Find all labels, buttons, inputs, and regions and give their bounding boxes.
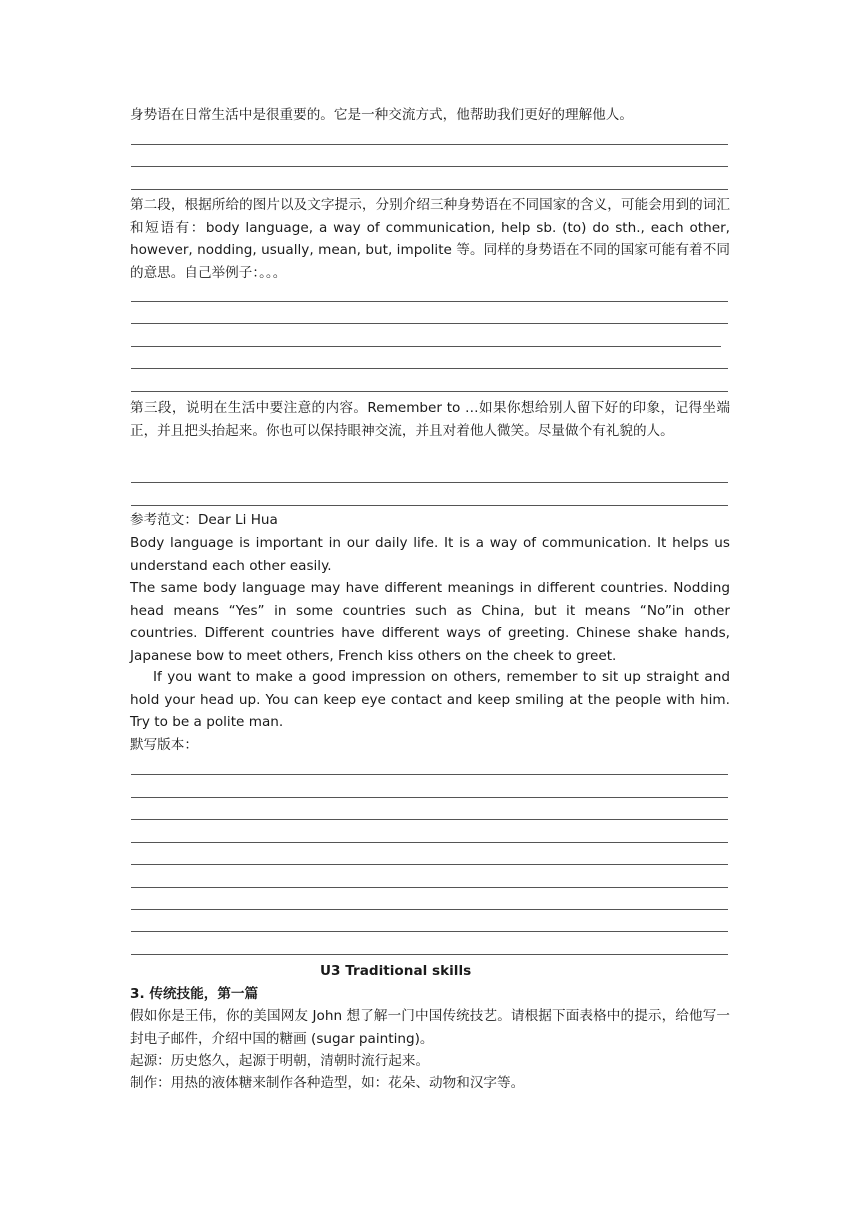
answer-line [131,909,728,910]
task-heading: 3. 传统技能，第一篇 [130,986,259,1002]
answer-line [131,189,728,190]
model-paragraph-1: Body language is important in our daily life. It is a way of communication. It helps us understand each other easily. [130,535,730,574]
answer-line [131,166,728,167]
unit-title: U3 Traditional skills [320,963,472,979]
answer-line [131,482,728,483]
model-paragraph-3: If you want to make a good impression on others, remember to sit up straight and hold your head up. You can keep eye contact and keep smiling at the people with him. Try to be a polite man. [130,669,730,730]
answer-line [131,774,728,775]
answer-line [131,144,728,145]
answer-line [131,954,728,955]
answer-line [131,931,728,932]
answer-line [131,391,728,392]
origin-hint: 起源：历史悠久，起源于明朝，清朝时流行起来。 [130,1053,430,1069]
dictation-label: 默写版本： [130,737,198,753]
section1-intro: 身势语在日常生活中是很重要的。它是一种交流方式，他帮助我们更好的理解他人。 [130,107,633,123]
section3-instructions: 第三段，说明在生活中要注意的内容。Remember to …如果你想给别人留下好的印象，记得坐端正，并且把头抬起来。你也可以保持眼神交流，并且对着他人微笑。尽量做个有礼貌的人。 [130,400,730,439]
answer-line [131,346,721,347]
answer-line [131,797,728,798]
answer-line [131,505,728,506]
task-description: 假如你是王伟，你的美国网友 John 想了解一门中国传统技艺。请根据下面表格中的提示，给他写一封电子邮件，介绍中国的糖画 (sugar painting)。 [130,1008,730,1047]
answer-line [131,301,728,302]
model-essay-label: 参考范文：Dear Li Hua [130,512,278,528]
making-hint: 制作：用热的液体糖来制作各种造型，如：花朵、动物和汉字等。 [130,1075,525,1091]
answer-line [131,864,728,865]
answer-line [131,842,728,843]
model-paragraph-2: The same body language may have different meanings in different countries. Nodding head means “Yes” in some countries such as China, but it means “No”in other countries. Different countries have different ways of greeting. Chinese shake hands, Japanese bow to meet others, French kiss others on the cheek to greet. [130,580,730,664]
answer-line [131,323,728,324]
answer-line [131,887,728,888]
answer-line [131,819,728,820]
answer-line [131,368,728,369]
section2-instructions: 第二段，根据所给的图片以及文字提示，分别介绍三种身势语在不同国家的含义，可能会用到的词汇和短语有：body language, a way of communication, help sb. (to) do sth., each other, however, nodding, usually, mean, but, impolite 等。同样的身势语在不同的国家可能有着不同的意思。自己举例子：。。。 [130,197,730,281]
